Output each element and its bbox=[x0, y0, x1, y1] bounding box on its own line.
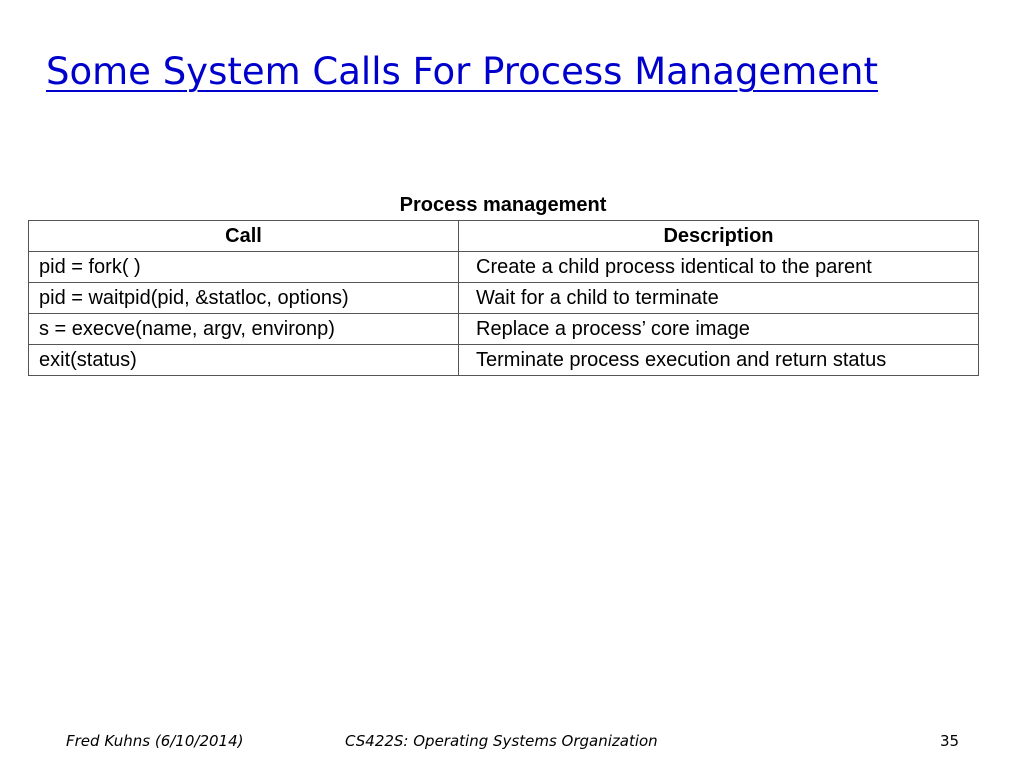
footer-author: Fred Kuhns (6/10/2014) bbox=[66, 732, 244, 750]
call-column-header: Call bbox=[29, 221, 459, 252]
call-cell: pid = waitpid(pid, &statloc, options) bbox=[29, 283, 459, 314]
table-row bbox=[29, 314, 979, 345]
table-header-row bbox=[29, 221, 979, 252]
call-cell: s = execve(name, argv, environp) bbox=[29, 314, 459, 345]
slide-title: Some System Calls For Process Management bbox=[46, 50, 878, 93]
table-row bbox=[29, 252, 979, 283]
process-management-table bbox=[28, 220, 979, 376]
footer-course: CS422S: Operating Systems Organization bbox=[345, 732, 658, 750]
call-cell: pid = fork( ) bbox=[29, 252, 459, 283]
page-number: 35 bbox=[940, 732, 960, 750]
table-caption: Process management bbox=[399, 194, 607, 216]
table-row bbox=[29, 283, 979, 314]
description-cell: Create a child process identical to the parent bbox=[459, 252, 979, 283]
description-cell: Terminate process execution and return status bbox=[459, 345, 979, 376]
table-row bbox=[29, 345, 979, 376]
description-cell: Wait for a child to terminate bbox=[459, 283, 979, 314]
call-cell: exit(status) bbox=[29, 345, 459, 376]
description-cell: Replace a process’ core image bbox=[459, 314, 979, 345]
description-column-header: Description bbox=[459, 221, 979, 252]
